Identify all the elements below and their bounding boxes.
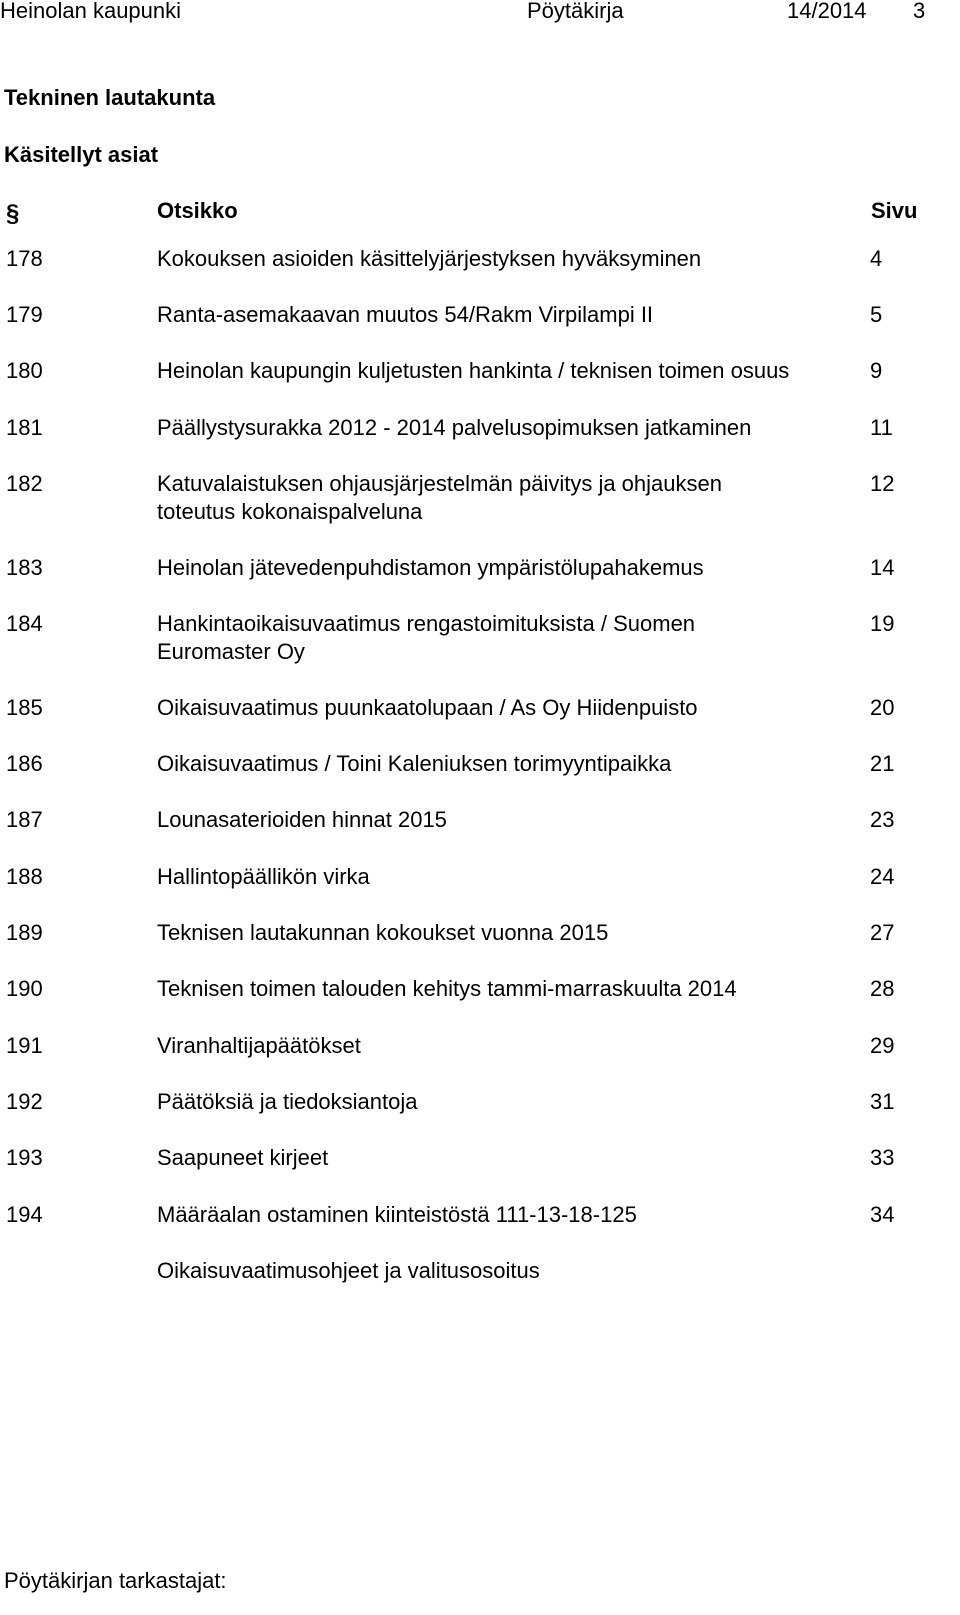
appeal-instructions: Oikaisuvaatimusohjeet ja valitusosoitus xyxy=(157,1258,540,1283)
item-title: Oikaisuvaatimus / Toini Kaleniuksen torimyyntipaikka xyxy=(157,751,672,776)
item-title: Lounasaterioiden hinnat 2015 xyxy=(157,807,447,832)
item-page: 34 xyxy=(870,1202,895,1227)
item-title: Teknisen toimen talouden kehitys tammi-marraskuulta 2014 xyxy=(157,976,737,1001)
item-number: 185 xyxy=(6,695,43,720)
item-number: 186 xyxy=(6,751,43,776)
document-number: 14/2014 xyxy=(787,0,867,23)
item-page: 12 xyxy=(870,471,895,496)
item-page: 28 xyxy=(870,976,895,1001)
item-page: 29 xyxy=(870,1033,895,1058)
item-page: 20 xyxy=(870,695,895,720)
item-number: 187 xyxy=(6,807,43,832)
column-header-section: § xyxy=(6,200,20,227)
reviewers-label: Pöytäkirjan tarkastajat: xyxy=(4,1568,227,1593)
item-title: Viranhaltijapäätökset xyxy=(157,1033,361,1058)
item-title: Saapuneet kirjeet xyxy=(157,1145,329,1170)
item-title: Kokouksen asioiden käsittelyjärjestyksen hyväksyminen xyxy=(157,246,702,271)
item-number: 188 xyxy=(6,864,43,889)
municipality-name: Heinolan kaupunki xyxy=(0,0,182,23)
item-number: 180 xyxy=(6,358,43,383)
item-number: 181 xyxy=(6,415,43,440)
item-title: Teknisen lautakunnan kokoukset vuonna 2015 xyxy=(157,920,609,945)
item-number: 193 xyxy=(6,1145,43,1170)
item-number: 183 xyxy=(6,555,43,580)
column-header-title: Otsikko xyxy=(157,198,238,223)
item-number: 190 xyxy=(6,976,43,1001)
item-page: 4 xyxy=(870,246,883,271)
item-page: 19 xyxy=(870,611,895,636)
item-title: Päällystysurakka 2012 - 2014 palvelusopimuksen jatkaminen xyxy=(157,415,752,440)
page-number: 3 xyxy=(913,0,926,23)
item-title: Heinolan jätevedenpuhdistamon ympäristölupahakemus xyxy=(157,555,704,580)
item-page: 24 xyxy=(870,864,895,889)
item-title: Hankintaoikaisuvaatimus rengastoimituksista / Suomen Euromaster Oy xyxy=(157,611,696,664)
item-number: 178 xyxy=(6,246,43,271)
item-title: Määräalan ostaminen kiinteistöstä 111-13-18-125 xyxy=(157,1202,637,1227)
item-page: 33 xyxy=(870,1145,895,1170)
item-title: Hallintopäällikön virka xyxy=(157,864,370,889)
item-title: Oikaisuvaatimus puunkaatolupaan / As Oy Hiidenpuisto xyxy=(157,695,698,720)
item-page: 23 xyxy=(870,807,895,832)
item-page: 21 xyxy=(870,751,895,776)
item-number: 182 xyxy=(6,471,43,496)
item-page: 27 xyxy=(870,920,895,945)
item-number: 189 xyxy=(6,920,43,945)
item-number: 192 xyxy=(6,1089,43,1114)
item-title: Ranta-asemakaavan muutos 54/Rakm Virpilampi II xyxy=(157,302,654,327)
item-page: 31 xyxy=(870,1089,895,1114)
section-heading: Käsitellyt asiat xyxy=(4,142,159,167)
item-page: 9 xyxy=(870,358,883,383)
column-header-page: Sivu xyxy=(871,198,918,223)
item-number: 194 xyxy=(6,1202,43,1227)
document-type: Pöytäkirja xyxy=(527,0,624,23)
item-title: Katuvalaistuksen ohjausjärjestelmän päivitys ja ohjauksen toteutus kokonaispalveluna xyxy=(157,471,722,524)
item-page: 11 xyxy=(870,415,893,440)
item-page: 14 xyxy=(870,555,895,580)
item-page: 5 xyxy=(870,302,883,327)
item-title: Heinolan kaupungin kuljetusten hankinta / teknisen toimen osuus xyxy=(157,358,790,383)
item-title: Päätöksiä ja tiedoksiantoja xyxy=(157,1089,418,1114)
item-number: 184 xyxy=(6,611,43,636)
committee-title: Tekninen lautakunta xyxy=(4,85,216,110)
item-number: 179 xyxy=(6,302,43,327)
item-number: 191 xyxy=(6,1033,43,1058)
